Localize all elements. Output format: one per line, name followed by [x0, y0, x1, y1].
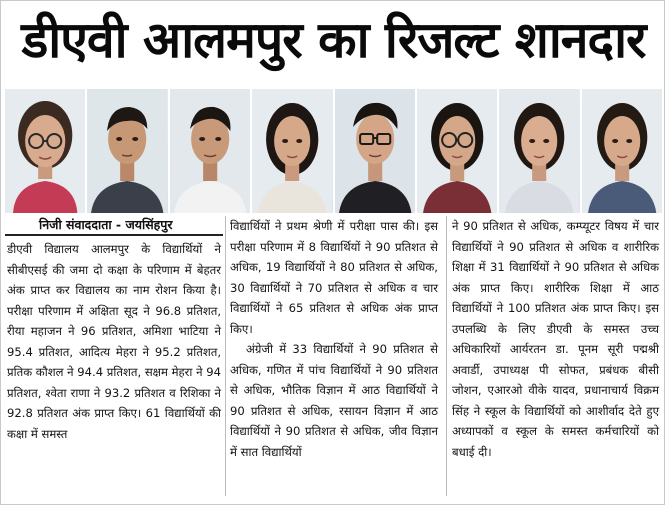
article-paragraph: ने 90 प्रतिशत से अधिक, कम्प्यूटर विषय में चार विद्यार्थियों ने 90 प्रतिशत से अधिक व शारीरिक शिक्षा में 31 विद्यार्थियों ने 90 प्रतिशत से अधिक अंक प्राप्त किए। शारीरिक शिक्षा में आठ विद्यार्थियों ने 100 प्रतिशत अंक प्राप्त किए। इस उपलब्धि के लिए डीएवी के समस्त उच्च अधिकारियों आर्यरतन डा. पूनम सूरी पद्मश्री अवार्डी, उपाध्यक्ष पी सोफत, प्रबंधक बीसी जोशन, एआरओ वीके यादव, प्रधानाचार्य विक्रम सिंह ने स्कूल के विद्यार्थियों को आशीर्वाद देते हुए अध्यापकों व स्कूल के समस्त कर्मचारियों को बधाई दी।: [452, 219, 659, 459]
student-photo-7: [499, 89, 579, 213]
article-paragraph: अंग्रेजी में 33 विद्यार्थियों ने 90 प्रतिशत से अधिक, गणित में पांच विद्यार्थियों ने 90 प्रतिशत से अधिक, भौतिक विज्ञान में आठ विद्यार्थियों ने 90 प्रतिशत से अधिक, रसायन विज्ञान में आठ विद्यार्थियों ने 90 प्रतिशत से अधिक, जीव विज्ञान में सात विद्यार्थियों: [230, 342, 438, 459]
student-photo-4: [252, 89, 332, 213]
student-photo-8: [582, 89, 662, 213]
student-photo-6: [417, 89, 497, 213]
student-photo-3: [170, 89, 250, 213]
article-column-1: [7, 239, 221, 444]
student-photo-2: [87, 89, 167, 213]
student-photos-row: [5, 89, 662, 213]
byline: निजी संवाददाता - जयसिंहपुर: [5, 214, 223, 236]
article-paragraph: डीएवी विद्यालय आलमपुर के विद्यार्थियों ने सीबीएसई की जमा दो कक्षा के परिणाम में बेहतर अंक प्राप्त कर विद्यालय का नाम रोशन किया है। परीक्षा परिणाम में अक्षिता सूद ने 96.8 प्रतिशत, रीया महाजन ने 96 प्रतिशत, अमिशा भाटिया ने 95.4 प्रतिशत, आदित्य मेहरा ने 95.2 प्रतिशत, प्रतिक कौशल ने 94.4 प्रतिशत, सक्षम मेहरा ने 94 प्रतिशत, श्वेता राणा ने 93.2 प्रतिशत व रिशिका ने 92.8 प्रतिशत अंक प्राप्त किए। 61 विद्यार्थियों की कक्षा में समस्त: [7, 242, 221, 441]
article-column-3: [452, 216, 659, 462]
column-divider: [225, 216, 226, 496]
headline: डीएवी आलमपुर का रिजल्ट शानदार: [21, 11, 646, 69]
column-divider: [446, 216, 447, 496]
article-paragraph: विद्यार्थियों ने प्रथम श्रेणी में परीक्षा पास की। इस परीक्षा परिणाम में 8 विद्यार्थियों ने 90 प्रतिशत से अधिक, 19 विद्यार्थियों ने 80 प्रतिशत से अधिक, 30 विद्यार्थियों ने 70 प्रतिशत से अधिक व चार विद्यार्थियों ने 65 प्रतिशत से अधिक अंक प्राप्त किए।: [230, 219, 438, 336]
student-photo-1: [5, 89, 85, 213]
student-photo-5: [335, 89, 415, 213]
article-column-2: [230, 216, 438, 462]
